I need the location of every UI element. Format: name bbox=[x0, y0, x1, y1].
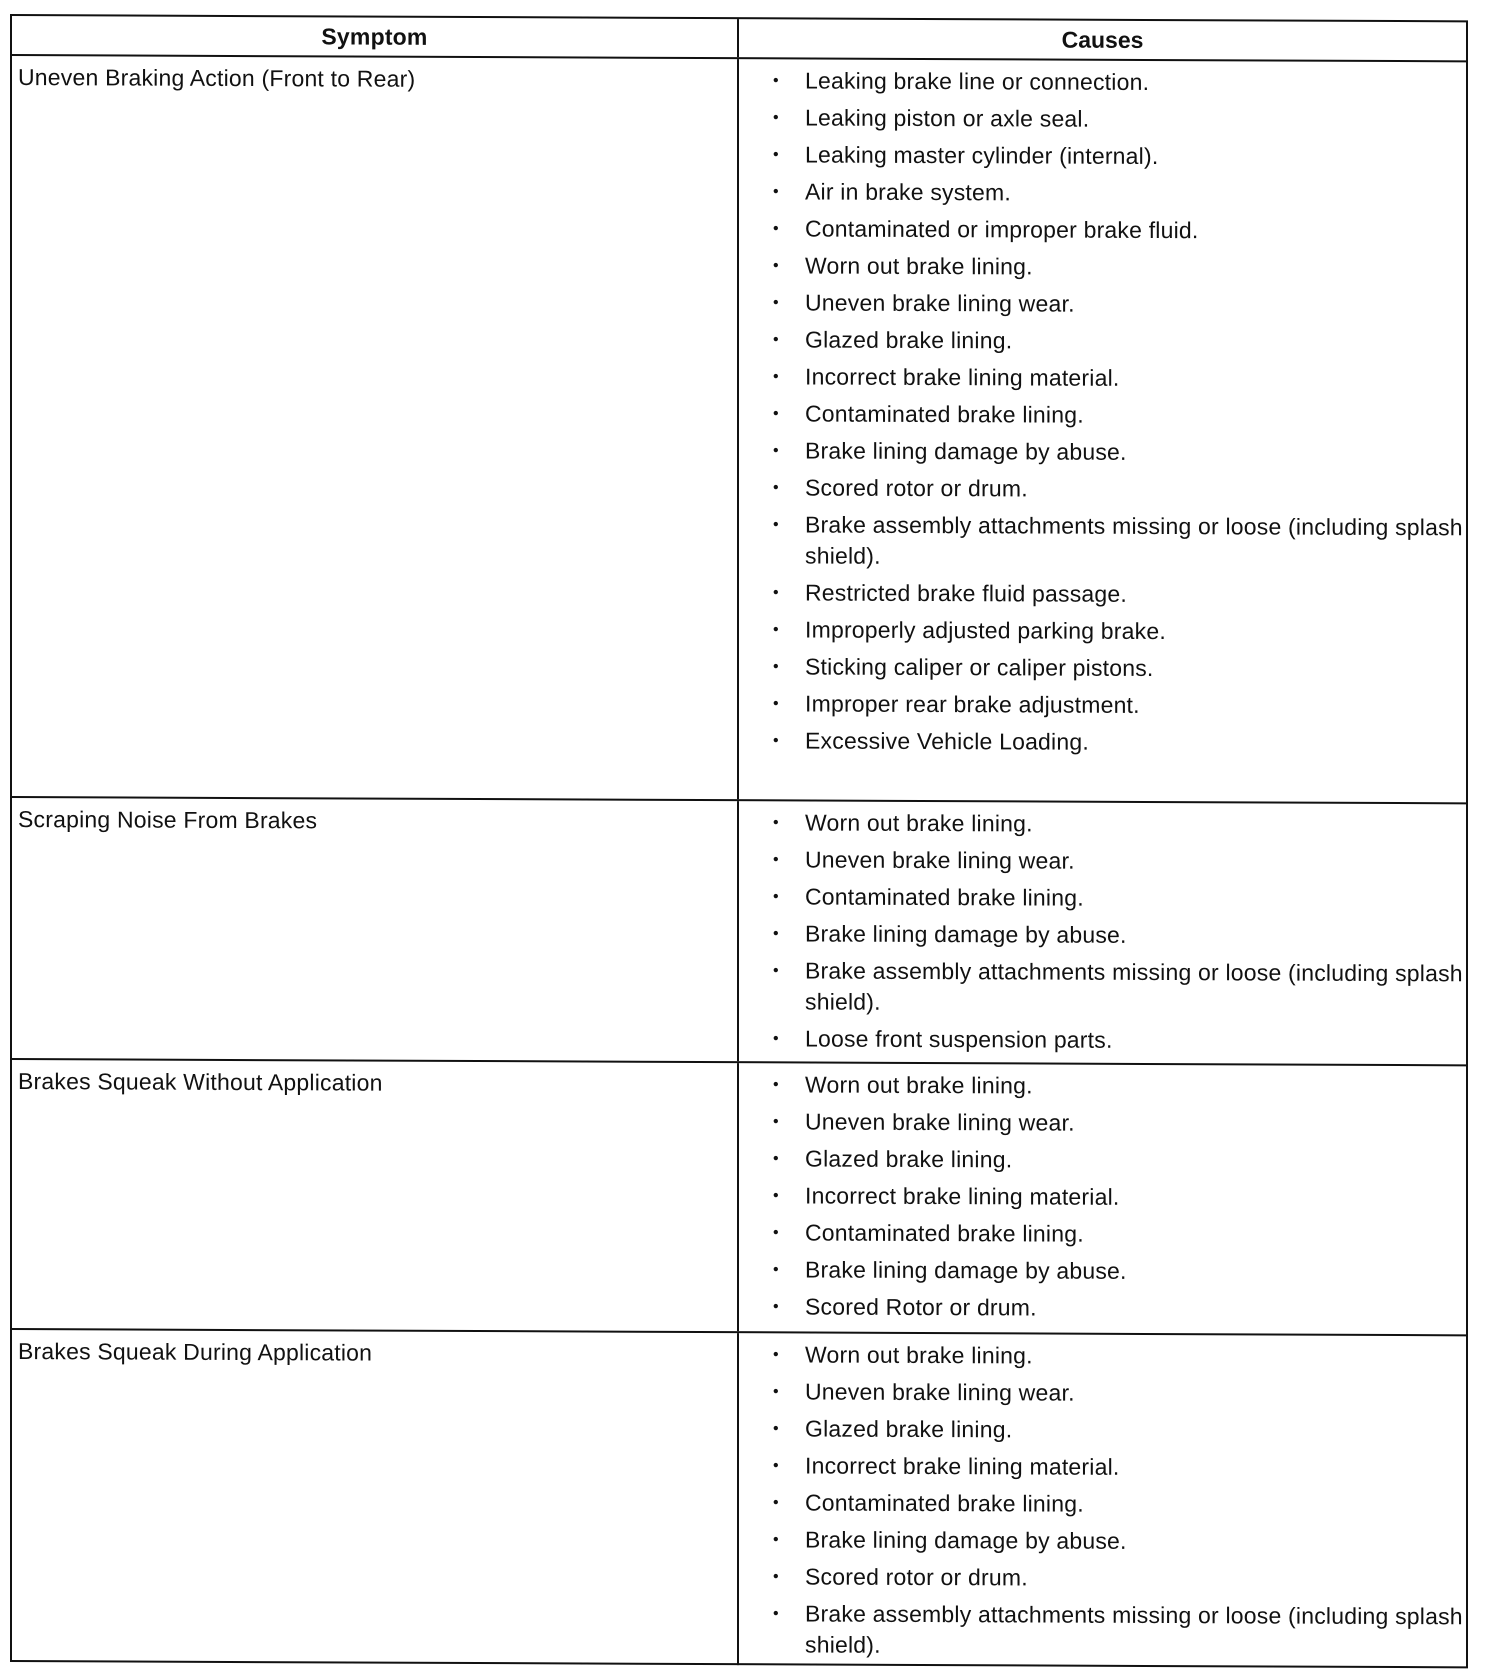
bullet-icon: • bbox=[773, 1150, 779, 1168]
bullet-icon: • bbox=[773, 851, 779, 869]
cause-list-item bbox=[773, 1598, 1466, 1663]
bullet-icon: • bbox=[773, 1457, 779, 1475]
cause-list-item bbox=[773, 651, 1466, 685]
bullet-icon: • bbox=[773, 1346, 779, 1364]
cause-list-item bbox=[773, 1069, 1466, 1103]
cause-list-item bbox=[773, 1217, 1466, 1251]
cause-list-item bbox=[773, 918, 1466, 952]
cause-text: Brake assembly attachments missing or loose (including splash shield). bbox=[805, 1600, 1463, 1658]
cause-list-item bbox=[773, 324, 1466, 358]
bullet-icon: • bbox=[773, 72, 779, 90]
cause-list-item bbox=[773, 1106, 1466, 1140]
cause-text: Worn out brake lining. bbox=[805, 809, 1033, 837]
cause-text: Glazed brake lining. bbox=[805, 326, 1013, 354]
bullet-icon: • bbox=[773, 1531, 779, 1549]
cause-list-item bbox=[773, 1023, 1466, 1057]
cause-text: Loose front suspension parts. bbox=[805, 1025, 1113, 1053]
cause-list-item bbox=[773, 1339, 1466, 1373]
causes-column-header: Causes bbox=[1061, 26, 1144, 53]
cause-text: Improperly adjusted parking brake. bbox=[805, 616, 1166, 645]
cause-text: Brake lining damage by abuse. bbox=[805, 920, 1127, 948]
bullet-icon: • bbox=[773, 814, 779, 832]
bullet-icon: • bbox=[773, 220, 779, 238]
cause-text: Contaminated or improper brake fluid. bbox=[805, 215, 1199, 244]
bullet-icon: • bbox=[773, 331, 779, 349]
cause-text: Incorrect brake lining material. bbox=[805, 1182, 1120, 1210]
bullet-icon: • bbox=[773, 294, 779, 312]
cause-text: Scored rotor or drum. bbox=[805, 474, 1028, 502]
causes-cell bbox=[739, 801, 1466, 1064]
cause-list-item bbox=[773, 577, 1466, 611]
causes-list bbox=[773, 1339, 1466, 1663]
symptom-causes-table bbox=[10, 14, 1468, 1668]
cause-list-item bbox=[773, 176, 1466, 210]
bullet-icon: • bbox=[773, 1030, 779, 1048]
cause-text: Uneven brake lining wear. bbox=[805, 1108, 1075, 1136]
cause-text: Contaminated brake lining. bbox=[805, 1219, 1084, 1247]
cause-text: Glazed brake lining. bbox=[805, 1415, 1013, 1443]
cause-text: Brake lining damage by abuse. bbox=[805, 437, 1127, 465]
bullet-icon: • bbox=[773, 888, 779, 906]
cause-list-item bbox=[773, 1450, 1466, 1484]
symptom-cell: Uneven Braking Action (Front to Rear) bbox=[12, 56, 739, 799]
cause-text: Uneven brake lining wear. bbox=[805, 289, 1075, 317]
cause-list-item bbox=[773, 881, 1466, 915]
bullet-icon: • bbox=[773, 405, 779, 423]
cause-list-item bbox=[773, 435, 1466, 469]
cause-text: Scored Rotor or drum. bbox=[805, 1293, 1037, 1321]
cause-list-item bbox=[773, 1413, 1466, 1447]
bullet-icon: • bbox=[773, 1383, 779, 1401]
cause-list-item bbox=[773, 361, 1466, 395]
cause-text: Restricted brake fluid passage. bbox=[805, 579, 1127, 607]
cause-list-item bbox=[773, 1291, 1466, 1325]
bullet-icon: • bbox=[773, 516, 779, 534]
cause-text: Contaminated brake lining. bbox=[805, 883, 1084, 911]
table-header-row bbox=[12, 16, 1466, 62]
bullet-icon: • bbox=[773, 658, 779, 676]
cause-text: Incorrect brake lining material. bbox=[805, 363, 1120, 391]
causes-cell bbox=[739, 1063, 1466, 1334]
cause-text: Leaking piston or axle seal. bbox=[805, 104, 1090, 132]
cause-text: Sticking caliper or caliper pistons. bbox=[805, 653, 1154, 681]
bullet-icon: • bbox=[773, 695, 779, 713]
cause-text: Incorrect brake lining material. bbox=[805, 1452, 1120, 1480]
cause-text: Improper rear brake adjustment. bbox=[805, 690, 1140, 718]
bullet-icon: • bbox=[773, 1568, 779, 1586]
cause-list-item bbox=[773, 472, 1466, 506]
table-row bbox=[12, 1060, 1466, 1336]
cause-text: Uneven brake lining wear. bbox=[805, 1378, 1075, 1406]
bullet-icon: • bbox=[773, 1605, 779, 1623]
causes-list bbox=[773, 1069, 1466, 1325]
bullet-icon: • bbox=[773, 1494, 779, 1512]
table-row bbox=[12, 56, 1466, 804]
symptom-cell: Brakes Squeak During Application bbox=[12, 1330, 739, 1665]
cause-list-item bbox=[773, 1524, 1466, 1558]
cause-list-item bbox=[773, 1143, 1466, 1177]
cause-text: Contaminated brake lining. bbox=[805, 400, 1084, 428]
cause-text: Glazed brake lining. bbox=[805, 1145, 1013, 1173]
symptom-cell: Scraping Noise From Brakes bbox=[12, 798, 739, 1061]
cause-text: Brake assembly attachments missing or loose (including splash shield). bbox=[805, 957, 1463, 1015]
cause-text: Worn out brake lining. bbox=[805, 252, 1033, 280]
causes-cell bbox=[739, 1333, 1466, 1668]
cause-list-item bbox=[773, 213, 1466, 247]
cause-text: Brake assembly attachments missing or loose (including splash shield). bbox=[805, 511, 1463, 569]
cause-text: Uneven brake lining wear. bbox=[805, 846, 1075, 874]
causes-list bbox=[773, 807, 1466, 1057]
cause-text: Worn out brake lining. bbox=[805, 1341, 1033, 1369]
bullet-icon: • bbox=[773, 1224, 779, 1242]
bullet-icon: • bbox=[773, 1420, 779, 1438]
cause-list-item bbox=[773, 1487, 1466, 1521]
cause-list-item bbox=[773, 1180, 1466, 1214]
bullet-icon: • bbox=[773, 1076, 779, 1094]
cause-text: Brake lining damage by abuse. bbox=[805, 1256, 1127, 1284]
bullet-icon: • bbox=[773, 479, 779, 497]
cause-list-item bbox=[773, 844, 1466, 878]
table-row bbox=[12, 1330, 1466, 1668]
symptom-cell: Brakes Squeak Without Application bbox=[12, 1060, 739, 1331]
cause-list-item bbox=[773, 1254, 1466, 1288]
cause-list-item bbox=[773, 65, 1466, 99]
bullet-icon: • bbox=[773, 368, 779, 386]
bullet-icon: • bbox=[773, 1261, 779, 1279]
cause-text: Scored rotor or drum. bbox=[805, 1563, 1028, 1591]
bullet-icon: • bbox=[773, 962, 779, 980]
bullet-icon: • bbox=[773, 1298, 779, 1316]
cause-list-item bbox=[773, 509, 1466, 574]
table-row bbox=[12, 798, 1466, 1066]
cause-list-item bbox=[773, 1561, 1466, 1595]
bullet-icon: • bbox=[773, 1113, 779, 1131]
cause-text: Contaminated brake lining. bbox=[805, 1489, 1084, 1517]
cause-text: Leaking brake line or connection. bbox=[805, 67, 1150, 95]
cause-text: Excessive Vehicle Loading. bbox=[805, 727, 1089, 755]
cause-list-item bbox=[773, 1376, 1466, 1410]
cause-list-item bbox=[773, 614, 1466, 648]
cause-list-item bbox=[773, 725, 1466, 759]
bullet-icon: • bbox=[773, 732, 779, 750]
bullet-icon: • bbox=[773, 146, 779, 164]
cause-list-item bbox=[773, 688, 1466, 722]
symptom-column-header: Symptom bbox=[12, 16, 739, 57]
bullet-icon: • bbox=[773, 584, 779, 602]
cause-list-item bbox=[773, 250, 1466, 284]
cause-list-item bbox=[773, 139, 1466, 173]
cause-text: Leaking master cylinder (internal). bbox=[805, 141, 1159, 170]
cause-list-item bbox=[773, 807, 1466, 841]
cause-list-item bbox=[773, 102, 1466, 136]
bullet-icon: • bbox=[773, 109, 779, 127]
bullet-icon: • bbox=[773, 257, 779, 275]
causes-list bbox=[773, 65, 1466, 759]
cause-text: Brake lining damage by abuse. bbox=[805, 1526, 1127, 1554]
cause-text: Worn out brake lining. bbox=[805, 1071, 1033, 1099]
cause-list-item bbox=[773, 287, 1466, 321]
bullet-icon: • bbox=[773, 621, 779, 639]
bullet-icon: • bbox=[773, 183, 779, 201]
bullet-icon: • bbox=[773, 442, 779, 460]
bullet-icon: • bbox=[773, 925, 779, 943]
cause-text: Air in brake system. bbox=[805, 178, 1011, 206]
causes-cell bbox=[739, 59, 1466, 802]
cause-list-item bbox=[773, 955, 1466, 1020]
bullet-icon: • bbox=[773, 1187, 779, 1205]
cause-list-item bbox=[773, 398, 1466, 432]
